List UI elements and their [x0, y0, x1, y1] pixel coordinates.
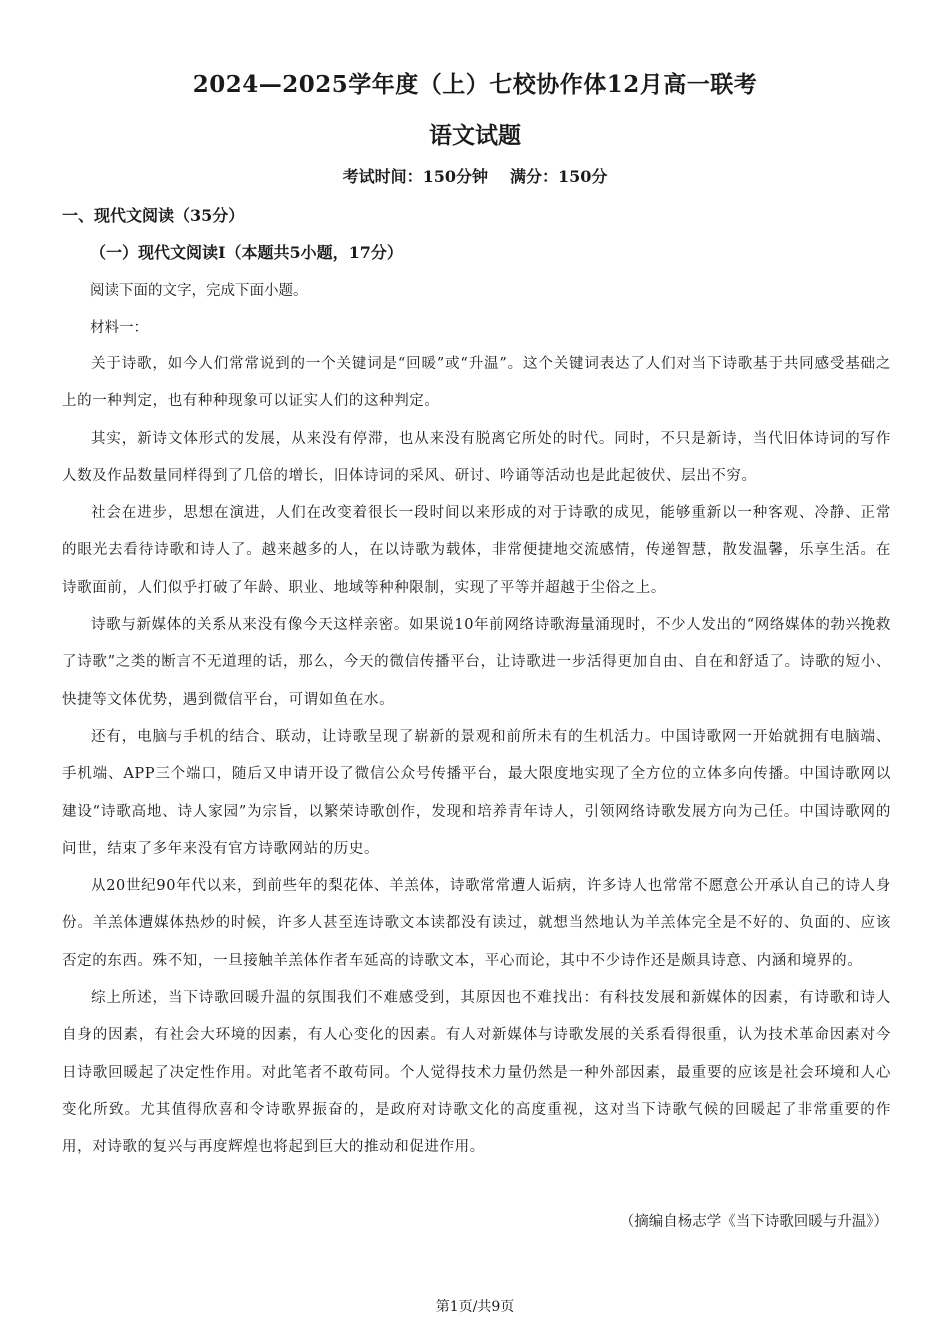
reading-instruction: 阅读下面的文字，完成下面小题。: [90, 283, 308, 299]
passage-paragraph: 还有，电脑与手机的结合、联动，让诗歌呈现了崭新的景观和前所未有的生机活力。中国诗歌网一开始就拥有电脑端、手机端、APP三个端口，随后又申请开设了微信公众号传播平台，最大限度地实现了全方位的立体多向传播。中国诗歌网以建设“诗歌高地、诗人家园”为宗旨，以繁荣诗歌创作，发现和培养青年诗人，引领网络诗歌发展方向为己任。中国诗歌网的问世，结束了多年来没有官方诗歌网站的历史。: [62, 728, 891, 857]
subsection-heading: （一）现代文阅读Ⅰ（本题共5小题，17分）: [90, 243, 403, 262]
exam-info: [0, 164, 950, 187]
passage: [62, 346, 891, 1167]
page-title: 2024—2025学年度（上）七校协作体12月高一联考: [192, 71, 758, 98]
material-label: 材料一：: [90, 320, 148, 336]
passage-source: （摘编自杨志学《当下诗歌回暖与升温》）: [619, 1214, 888, 1230]
passage-paragraph: 关于诗歌，如今人们常常说到的一个关键词是“回暖”或“升温”。这个关键词表达了人们对当下诗歌基于共同感受基础之上的一种判定，也有种种现象可以证实人们的这种判定。: [62, 356, 891, 410]
page-subtitle: 语文试题: [429, 122, 521, 149]
section-heading: 一、现代文阅读（35分）: [62, 206, 245, 225]
passage-paragraph: 诗歌与新媒体的关系从来没有像今天这样亲密。如果说10年前网络诗歌海量涌现时，不少人发出的“网络媒体的勃兴挽救了诗歌”之类的断言不无道理的话，那么，今天的微信传播平台，让诗歌进一步活得更加自由、自在和舒适了。诗歌的短小、快捷等文体优势，遇到微信平台，可谓如鱼在水。: [62, 617, 891, 708]
passage-paragraph: 社会在进步，思想在演进，人们在改变着很长一段时间以来形成的对于诗歌的成见，能够重新以一种客观、冷静、正常的眼光去看待诗歌和诗人了。越来越多的人，在以诗歌为载体，非常便捷地交流感情，传递智慧，散发温馨，乐享生活。在诗歌面前，人们似乎打破了年龄、职业、地域等种种限制，实现了平等并超越于尘俗之上。: [62, 505, 891, 596]
passage-paragraph: 综上所述，当下诗歌回暖升温的氛围我们不难感受到，其原因也不难找出：有科技发展和新媒体的因素，有诗歌和诗人自身的因素，有社会大环境的因素，有人心变化的因素。有人对新媒体与诗歌发展的关系看得很重，认为技术革命因素对今日诗歌回暖起了决定性作用。对此笔者不敢苟同。个人觉得技术力量仍然是一种外部因素，最重要的应该是社会环境和人心变化所致。尤其值得欣喜和令诗歌界振奋的，是政府对诗歌文化的高度重视，这对当下诗歌气候的回暖起了非常重要的作用，对诗歌的复兴与再度辉煌也将起到巨大的推动和促进作用。: [62, 990, 891, 1156]
exam-time: 考试时间：150分钟: [342, 167, 488, 186]
page-number: 第1页/共9页: [435, 1299, 515, 1315]
passage-paragraph: 其实，新诗文体形式的发展，从来没有停滞，也从来没有脱离它所处的时代。同时，不只是新诗，当代旧体诗词的写作人数及作品数量同样得到了几倍的增长，旧体诗词的采风、研讨、吟诵等活动也是此起彼伏、层出不穷。: [62, 430, 891, 484]
passage-paragraph: 从20世纪90年代以来，到前些年的梨花体、羊羔体，诗歌常常遭人诟病，许多诗人也常常不愿意公开承认自己的诗人身份。羊羔体遭媒体热炒的时候，许多人甚至连诗歌文本读都没有读过，就想当然地认为羊羔体完全是不好的、负面的、应该否定的东西。殊不知，一旦接触羊羔体作者车延高的诗歌文本，平心而论，其中不少诗作还是颇具诗意、内涵和境界的。: [62, 878, 891, 969]
full-score: 满分：150分: [510, 167, 608, 186]
